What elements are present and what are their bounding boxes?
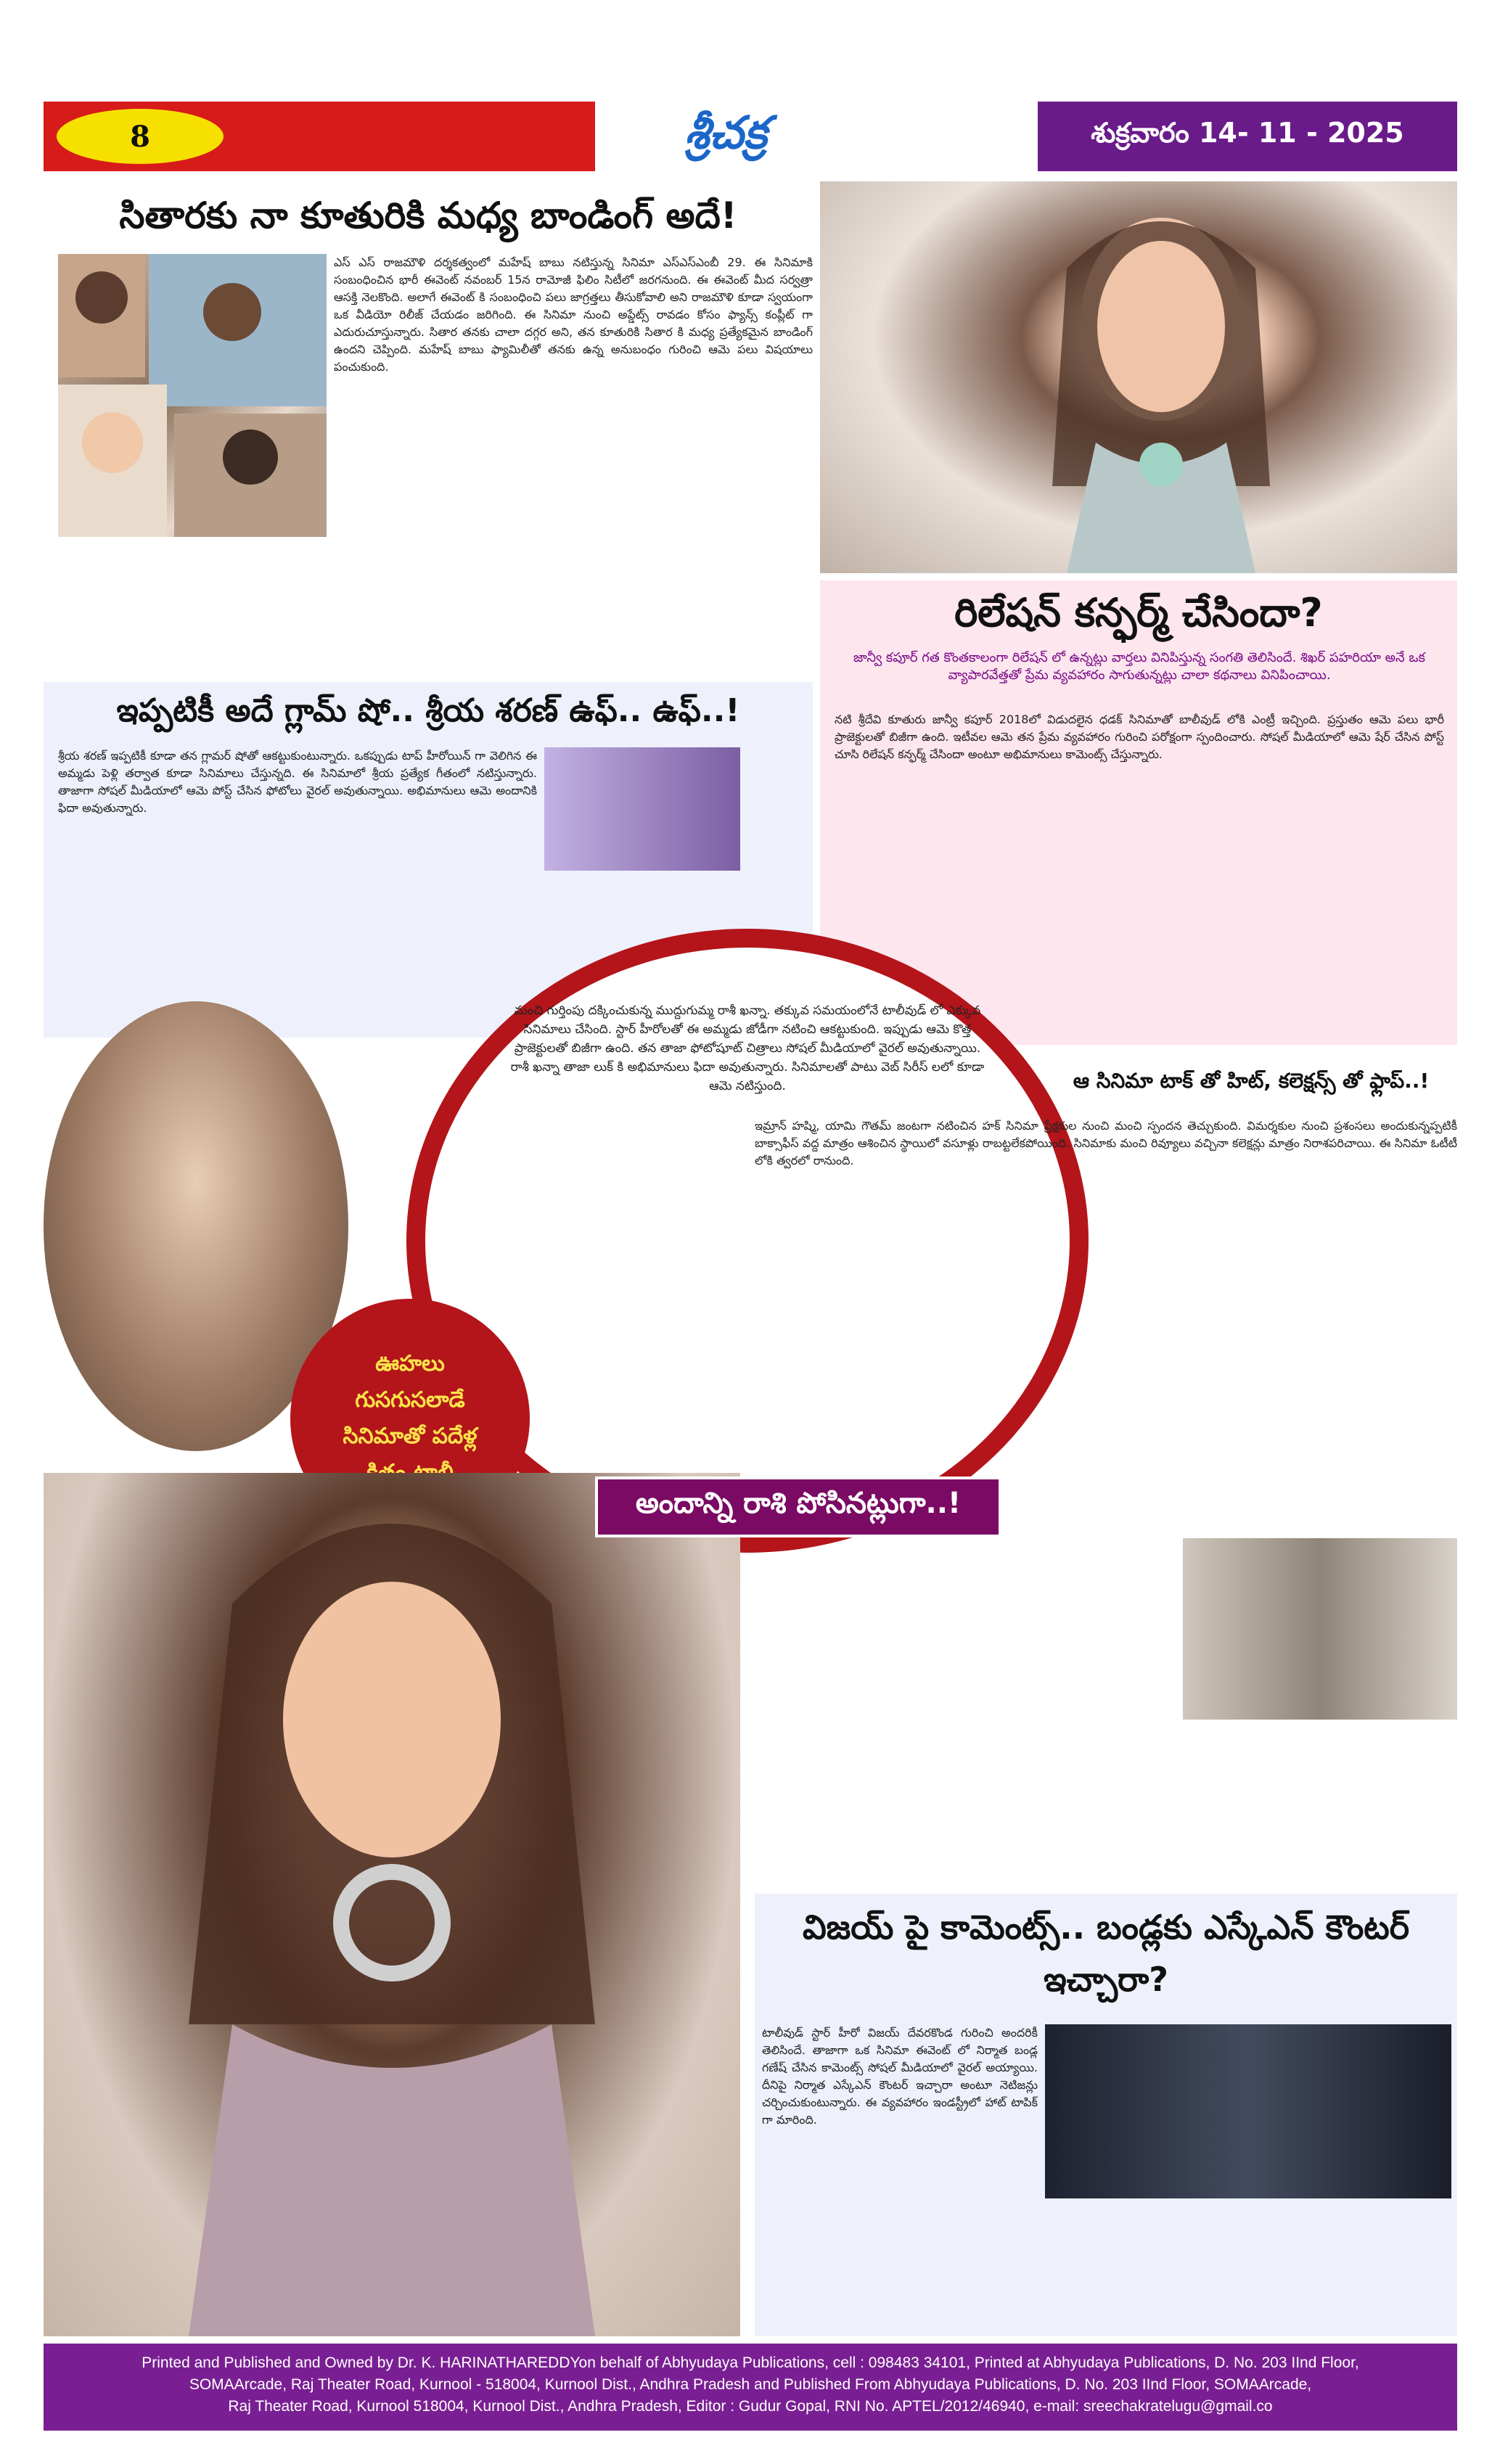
- story4-circle-text: మంచి గుర్తింపు దక్కించుకున్న ముద్దుగుమ్మ రాశీ ఖన్నా. తక్కువ సమయంలోనే టాలీవుడ్ లో ఎక్కువ సినిమాలు చేసింది. స్టార్ హీరోలతో ఈ అమ్మడు జోడీగా నటించి ఆకట్టుకుంది. ఇప్పుడు ఆమె కొత్త ప్రాజెక్టులతో బిజీగా ఉంది. తన తాజా ఫోటోషూట్ చిత్రాలు సోషల్ మీడియాలో వైరల్ అవుతున్నాయి. రాశీ ఖన్నా తాజా లుక్ కి అభిమానులు ఫిదా అవుతున్నారు. సినిమాలతో పాటు వెబ్ సిరీస్ లలో కూడా ఆమె నటిస్తుంది.: [510, 1003, 985, 1093]
- newspaper-logo: శ్రీచక్ర: [684, 106, 767, 159]
- story3-deck: జాన్వీ కపూర్ గత కొంతకాలంగా రిలేషన్ లో ఉన్నట్లు వార్తలు వినిపిస్తున్న సంగతి తెలిసిందే. శిఖర్ పహరియా అనే ఒక వ్యాపారవేత్తతో ప్రేమ వ్యవహారం సాగుతున్నట్లు చాలా కథనాలు వినిపించాయి.: [853, 650, 1425, 683]
- page-number-badge: 8: [57, 109, 224, 164]
- producer-speaking-photo-icon: [1045, 2024, 1451, 2198]
- janhvi-kapoor-photo-icon: [820, 181, 1457, 573]
- story3-headline: రిలేషన్ కన్ఫర్మ్ చేసిందా?: [954, 590, 1323, 636]
- story1-body-continued: [58, 544, 813, 675]
- imprint-footer: [44, 2344, 1457, 2431]
- raashi-khanna-photoshoot-icon-art: [44, 1473, 740, 2336]
- raashi-khanna-photoshoot-icon: [44, 1473, 740, 2336]
- imprint-line-3: Raj Theater Road, Kurnool 518004, Kurnool Dist., Andhra Pradesh, Editor : Gudur Gopal, RNI No. APTEL/2012/46940, e-mail: sreechakratelugu@gmail.co: [228, 2398, 1273, 2415]
- story2-body: శ్రీయ శరణ్ ఇప్పటికీ కూడా తన గ్లామర్ షోతో ఆకట్టుకుంటున్నారు. ఒకప్పుడు టాప్ హీరోయిన్ గా వెలిగిన ఈ అమ్మడు పెళ్లి తర్వాత కూడా సినిమాలు చేస్తున్నది. ఈ సినిమాలో శ్రీయ ప్రత్యేక గీతంలో నటిస్తున్నారు. తాజాగా సోషల్ మీడియాలో ఆమె పోస్ట్ చేసిన ఫోటోలు వైరల్ అవుతున్నాయి. అభిమానులు ఆమె అందానికి ఫిదా అవుతున్నారు.: [58, 749, 537, 815]
- story5-headline: ఆ సినిమా టాక్ తో హిట్, కలెక్షన్స్ తో ఫ్లాప్..!: [1073, 1069, 1430, 1093]
- family-photo-collage-icon-art: [58, 254, 327, 537]
- shriya-poster-photo-icon: [544, 747, 740, 871]
- story2-headline: ఇప్పటికీ అదే గ్లామ్ షో.. శ్రీయ శరణ్ ఉఫ్.. ఉఫ్..!: [116, 692, 740, 729]
- movie-still-photo-icon: [1183, 1538, 1457, 1720]
- story4-banner: అందాన్ని రాశి పోసినట్లుగా..!: [595, 1477, 1001, 1537]
- story4-badge: ఊహలు గుసగుసలాడే సినిమాతో పదేళ్ల: [290, 1299, 530, 1538]
- family-photo-collage-icon: [58, 254, 327, 537]
- story3-body: నటి శ్రీదేవి కూతురు జాన్వీ కపూర్ 2018లో విడుదలైన ధడక్ సినిమాతో బాలీవుడ్ లోకి ఎంట్రీ ఇచ్చింది. ప్రస్తుతం ఆమె పలు భారీ ప్రాజెక్టులతో బిజీగా ఉంది. ఇటీవల ఆమె తన ప్రేమ వ్యవహారం గురించి పరోక్షంగా స్పందించారు. సోషల్ మీడియాలో ఆమె షేర్ చేసిన పోస్ట్ చూసి రిలేషన్ కన్ఫర్మ్ చేసిందా అంటూ అభిమానులు కామెంట్స్ చేస్తున్నారు.: [835, 712, 1444, 761]
- story5-body: ఇమ్రాన్ హష్మి, యామి గౌతమ్ జంటగా నటించిన హక్ సినిమా ప్రేక్షకుల నుంచి మంచి స్పందన తెచ్చుకుంది. విమర్శకుల నుంచి ప్రశంసలు అందుకున్నప్పటికీ బాక్సాఫీస్ వద్ద మాత్రం ఆశించిన స్థాయిలో వసూళ్లు రాబట్టలేకపోయింది. సినిమాకు మంచి రివ్యూలు వచ్చినా కలెక్షన్లు మాత్రం నిరాశపరిచాయి. ఈ సినిమా ఓటీటీ లోకి త్వరలో రానుంది.: [755, 1119, 1457, 1167]
- issue-date: శుక్రవారం 14- 11 - 2025: [1038, 102, 1457, 171]
- story6-body: టాలీవుడ్ స్టార్ హీరో విజయ్ దేవరకొండ గురించి అందరికీ తెలిసిందే. తాజాగా ఒక సినిమా ఈవెంట్ లో నిర్మాత బండ్ల గణేష్ చేసిన కామెంట్స్ సోషల్ మీడియాలో వైరల్ అయ్యాయి. దీనిపై నిర్మాత ఎస్కేఎన్ కౌంటర్ ఇచ్చారా అంటూ నెటిజన్లు చర్చించుకుంటున్నారు. ఈ వ్యవహారం ఇండస్ట్రీలో హాట్ టాపిక్ గా మారింది.: [762, 2026, 1038, 2127]
- imprint-line-1: Printed and Published and Owned by Dr. K. HARINATHAREDDYon behalf of Abhyudaya Publications, cell : 098483 34101, Printed at Abhyudaya Publications, D. No. 203 IInd Floor,: [142, 2354, 1359, 2371]
- imprint-line-2: SOMAArcade, Raj Theater Road, Kurnool - 518004, Kurnool Dist., Andhra Pradesh and Published From Abhyudaya Publications, D. No. 203 IInd Floor, SOMAArcade,: [189, 2376, 1312, 2393]
- story6-headline: విజయ్ పై కామెంట్స్.. బండ్లకు ఎస్కేఎన్ కౌంటర్ ఇచ్చారా?: [802, 1907, 1410, 1999]
- janhvi-kapoor-photo-icon-art: [820, 181, 1457, 573]
- story1-headline: సితారకు నా కూతురికి మధ్య బాండింగ్ అదే!: [119, 194, 737, 237]
- story1-body: ఎస్ ఎస్ రాజమౌళి దర్శకత్వంలో మహేష్ బాబు నటిస్తున్న సినిమా ఎస్ఎస్ఎంబీ 29. ఈ సినిమాకి సంబంధించిన భారీ ఈవెంట్ నవంబర్ 15న రామోజీ ఫిలిం సిటీలో జరగనుంది. ఈ ఈవెంట్ మీద సర్వత్రా ఆసక్తి నెలకొంది. అలాగే ఈవెంట్ కి సంబంధించి పలు జాగ్రత్తలు తీసుకోవాలి అని రాజమౌళి కూడా స్వయంగా ఒక వీడియో రిలీజ్ చేయడం జరిగింది. ఈ సినిమా నుంచి అప్డేట్స్ రావడం కోసం ఫ్యాన్స్ కంప్లీట్ గా ఎదురుచూస్తున్నారు. సితార తనకు చాలా దగ్గర అని, తన కూతురికి సితార కి మధ్య ప్రత్యేకమైన బాండింగ్ ఉందని చెప్పింది. మహేష్ బాబు ఫ్యామిలీతో తనకు ఉన్న అనుబంధం గురించి ఆమె పలు విషయాలు పంచుకుంది.: [334, 255, 813, 374]
- story5-body-continued: [755, 1727, 1457, 1886]
